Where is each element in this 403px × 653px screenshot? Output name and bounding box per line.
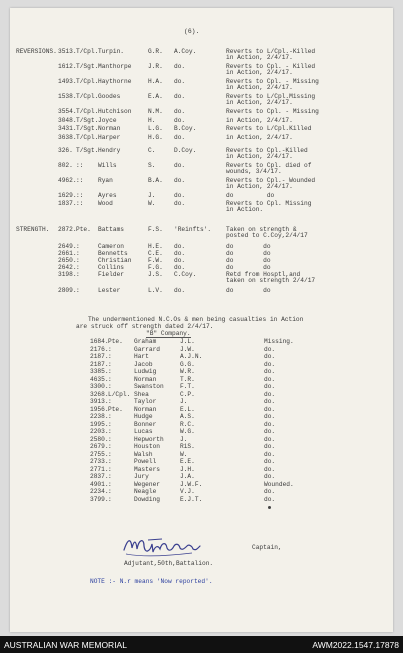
rank: : bbox=[108, 345, 112, 353]
casualty-intro-line-1: The undermentioned N.C.Os & men being casualties in Action bbox=[88, 316, 304, 323]
regimental-number: 326. bbox=[58, 147, 73, 154]
remark-line-1: in Action, 2/4/17. bbox=[226, 117, 293, 124]
surname: Goodes bbox=[98, 93, 121, 100]
company: do. bbox=[174, 287, 186, 294]
regimental-number: 2809. bbox=[58, 287, 77, 294]
rank: :: bbox=[76, 177, 84, 184]
remark-line-2: in Action, 2/4/17. bbox=[226, 54, 293, 61]
regimental-number: 3554. bbox=[58, 108, 77, 115]
rank: : bbox=[108, 368, 112, 375]
rank: : bbox=[76, 264, 80, 271]
company: C.Coy. bbox=[174, 271, 197, 278]
initials: J.A. bbox=[180, 473, 195, 480]
initials: W.G. bbox=[180, 428, 195, 435]
remark-line-1: Reverts to Cpl.- Wounded bbox=[226, 177, 316, 184]
regimental-number: 4962. bbox=[58, 177, 77, 184]
rank: :: bbox=[76, 162, 84, 169]
ink-blot bbox=[268, 506, 271, 509]
remark-line-1: in Action, 2/4/17. bbox=[226, 134, 293, 141]
company: do. bbox=[174, 63, 186, 70]
remark-line-1: Reverts to Cpl. - Missing bbox=[226, 78, 319, 85]
initials: J.W.F. bbox=[180, 480, 203, 488]
initials: E.J.T. bbox=[180, 495, 203, 503]
regimental-number: 3268. bbox=[90, 390, 109, 398]
regimental-number: 1684. bbox=[90, 338, 109, 345]
remark-line-1: do do bbox=[226, 287, 271, 294]
rank: : bbox=[108, 473, 112, 480]
initials: J.W. bbox=[180, 345, 195, 353]
casualty-intro-line-2: are struck off strength dated 2/4/17. bbox=[76, 323, 214, 330]
surname: Norman bbox=[134, 375, 157, 383]
regimental-number: 3431. bbox=[58, 125, 77, 132]
initials: F.T. bbox=[180, 383, 195, 390]
company: do. bbox=[174, 117, 186, 124]
company: D.Coy. bbox=[174, 147, 197, 154]
casualty-status: do. bbox=[264, 450, 276, 458]
rank: Pte. bbox=[108, 338, 123, 345]
casualty-status: Missing. bbox=[264, 338, 294, 345]
section-heading-reversions: REVERSIONS. bbox=[16, 48, 57, 55]
initials: C.P. bbox=[180, 390, 195, 398]
initials: J. bbox=[180, 398, 188, 405]
surname: Cameron bbox=[98, 243, 124, 250]
rank: : bbox=[76, 287, 80, 294]
rank: T/Cpl. bbox=[76, 78, 99, 85]
rank: : bbox=[108, 480, 112, 488]
surname: Wills bbox=[98, 162, 117, 169]
surname: Hepworth bbox=[134, 435, 164, 443]
rank: : bbox=[108, 443, 112, 450]
rank: : bbox=[108, 450, 112, 458]
regimental-number: 4901. bbox=[90, 480, 109, 488]
casualty-status: do. bbox=[264, 360, 276, 368]
company: do. bbox=[174, 177, 186, 184]
remark-line-2: taken on strength 2/4/17 bbox=[226, 277, 316, 284]
regimental-number: 3913. bbox=[90, 398, 109, 405]
surname: Battams bbox=[98, 226, 124, 233]
rank: : bbox=[108, 458, 112, 465]
rank: : bbox=[108, 383, 112, 390]
rank: : bbox=[108, 413, 112, 420]
rank: T/Sgt. bbox=[76, 117, 99, 124]
initials: L.V. bbox=[148, 287, 163, 294]
remark-line-2: in Action, 2/4/17. bbox=[226, 99, 293, 106]
surname: Ayres bbox=[98, 192, 117, 199]
initials: J.S. bbox=[148, 271, 163, 278]
initials: F.G. bbox=[148, 264, 163, 271]
surname: Collins bbox=[98, 264, 124, 271]
regimental-number: 2234. bbox=[90, 488, 109, 495]
remark-line-2: in Action, 2/4/17. bbox=[226, 153, 293, 160]
initials: B.A. bbox=[148, 177, 163, 184]
surname: Norman bbox=[134, 405, 157, 413]
company: do. bbox=[174, 162, 186, 169]
surname: Walsh bbox=[134, 450, 153, 458]
remark-line-1: do do bbox=[226, 250, 271, 257]
company: do. bbox=[174, 108, 186, 115]
surname: Joyce bbox=[98, 117, 117, 124]
casualty-status: do. bbox=[264, 368, 276, 375]
rank: T/Cpl. bbox=[76, 93, 99, 100]
casualty-status: do. bbox=[264, 383, 276, 390]
surname: Taylor bbox=[134, 398, 157, 405]
regimental-number: 1956. bbox=[90, 405, 109, 413]
surname: Houston bbox=[134, 443, 160, 450]
rank: T/Sgt. bbox=[76, 125, 99, 132]
surname: Masters bbox=[134, 465, 160, 473]
regimental-number: 2187. bbox=[90, 353, 109, 360]
remark-line-2: in Action, 2/4/17. bbox=[226, 69, 293, 76]
regimental-number: 2187. bbox=[90, 360, 109, 368]
regimental-number: 2650. bbox=[58, 257, 77, 264]
surname: Shea bbox=[134, 390, 149, 398]
remark-line-1: Reverts to Cpl.-Killed bbox=[226, 147, 308, 154]
remark-line-1: Reverts to L/Cpl.Killed bbox=[226, 125, 312, 132]
company: A.Coy. bbox=[174, 48, 197, 55]
initials: F.S. bbox=[148, 226, 163, 233]
initials: T.R. bbox=[180, 375, 195, 383]
surname: Neagle bbox=[134, 488, 157, 495]
surname: Bennetts bbox=[98, 250, 128, 257]
remark-line-1: Retd from Hosptl,and bbox=[226, 271, 301, 278]
remark-line-2: in Action, 2/4/17. bbox=[226, 84, 293, 91]
regimental-number: 2642. bbox=[58, 264, 77, 271]
initials: W.R. bbox=[180, 368, 195, 375]
regimental-number: 802. bbox=[58, 162, 73, 169]
initials: E.E. bbox=[180, 458, 195, 465]
rank: :: bbox=[76, 200, 84, 207]
surname: Christian bbox=[98, 257, 132, 264]
initials: W. bbox=[180, 450, 188, 458]
initials: G.G. bbox=[180, 360, 195, 368]
remark-line-1: do do bbox=[226, 257, 271, 264]
remark-line-1: Taken on strength & bbox=[226, 226, 297, 233]
casualty-status: do. bbox=[264, 495, 276, 503]
regimental-number: 2872. bbox=[58, 226, 77, 233]
surname: Manthorpe bbox=[98, 63, 132, 70]
regimental-number: 3638. bbox=[58, 134, 77, 141]
page-number: (6). bbox=[184, 28, 200, 35]
company: do. bbox=[174, 257, 186, 264]
initials: J. bbox=[148, 192, 156, 199]
regimental-number: 2176. bbox=[90, 345, 109, 353]
rank: T/Sgt. bbox=[76, 63, 99, 70]
surname: Ludwig bbox=[134, 368, 157, 375]
rank: : bbox=[76, 250, 80, 257]
rank: T/Cpl. bbox=[76, 134, 99, 141]
initials: J.L. bbox=[180, 338, 195, 345]
surname: Powell bbox=[134, 458, 157, 465]
regimental-number: 1629. bbox=[58, 192, 77, 199]
regimental-number: 4635. bbox=[90, 375, 109, 383]
initials: J.H. bbox=[180, 465, 195, 473]
casualty-status: do. bbox=[264, 375, 276, 383]
regimental-number: 2649. bbox=[58, 243, 77, 250]
regimental-number: 3048. bbox=[58, 117, 77, 124]
casualty-status: do. bbox=[264, 465, 276, 473]
rank: Pte. bbox=[108, 405, 123, 413]
company: do. bbox=[174, 250, 186, 257]
casualty-status: Wounded. bbox=[264, 480, 294, 488]
company: do. bbox=[174, 264, 186, 271]
rank: : bbox=[108, 488, 112, 495]
surname: Graham bbox=[134, 338, 157, 345]
casualty-status: do. bbox=[264, 345, 276, 353]
signature-title: Captain, bbox=[252, 544, 282, 551]
document-page bbox=[10, 8, 393, 632]
surname: Harper bbox=[98, 134, 121, 141]
initials: H. bbox=[148, 117, 156, 124]
regimental-number: 2238. bbox=[90, 413, 109, 420]
remark-line-2: in Action. bbox=[226, 206, 264, 213]
rank: : bbox=[108, 495, 112, 503]
remark-line-1: Reverts to Cpl. died of bbox=[226, 162, 312, 169]
rank: : bbox=[76, 257, 80, 264]
initials: W. bbox=[148, 200, 156, 207]
regimental-number: 3799. bbox=[90, 495, 109, 503]
remark-line-1: Reverts to Cpl. - Killed bbox=[226, 63, 316, 70]
initials: J. bbox=[180, 435, 188, 443]
casualty-status: do. bbox=[264, 420, 276, 428]
archive-reference: AWM2022.1547.17878 bbox=[312, 640, 399, 650]
casualty-status: do. bbox=[264, 473, 276, 480]
company-heading-label: "B" Company. bbox=[146, 330, 191, 337]
regimental-number: 3513. bbox=[58, 48, 77, 55]
company: do. bbox=[174, 134, 186, 141]
archive-footer bbox=[0, 636, 403, 653]
company: 'Reinfts'. bbox=[174, 226, 212, 233]
initials: R.C. bbox=[180, 420, 195, 428]
initials: H.A. bbox=[148, 78, 163, 85]
casualty-status: do. bbox=[264, 435, 276, 443]
regimental-number: 2203. bbox=[90, 428, 109, 435]
remark-line-2: posted to C.Coy,2/4/17 bbox=[226, 232, 308, 239]
remark-line-1: Reverts to Cpl. Missing bbox=[226, 200, 312, 207]
surname: Turpin. bbox=[98, 48, 124, 55]
regimental-number: 2733. bbox=[90, 458, 109, 465]
rank: : bbox=[108, 375, 112, 383]
remark-line-1: Reverts to L/Cpl.Missing bbox=[226, 93, 316, 100]
initials: A.J.N. bbox=[180, 353, 203, 360]
handwritten-signature bbox=[122, 534, 232, 560]
casualty-status: do. bbox=[264, 443, 276, 450]
surname: Garrard bbox=[134, 345, 160, 353]
casualty-status: do. bbox=[264, 390, 276, 398]
casualty-status: do. bbox=[264, 413, 276, 420]
initials: A.S. bbox=[180, 413, 195, 420]
initials: H.G. bbox=[148, 134, 163, 141]
casualty-status: do. bbox=[264, 405, 276, 413]
surname: Hart bbox=[134, 353, 149, 360]
regimental-number: 1538. bbox=[58, 93, 77, 100]
surname: Lucas bbox=[134, 428, 153, 435]
regimental-number: 2771. bbox=[90, 465, 109, 473]
regimental-number: 2661. bbox=[58, 250, 77, 257]
regimental-number: 1995. bbox=[90, 420, 109, 428]
rank: T/Sgt. bbox=[76, 147, 99, 154]
casualty-status: do. bbox=[264, 428, 276, 435]
initials: J.R. bbox=[148, 63, 163, 70]
rank: : bbox=[108, 360, 112, 368]
company: do. bbox=[174, 78, 186, 85]
casualty-status: do. bbox=[264, 458, 276, 465]
surname: Lester bbox=[98, 287, 121, 294]
signature-role: Adjutant,50th,Battalion. bbox=[124, 560, 214, 567]
surname: Hutchison bbox=[98, 108, 132, 115]
initials: S. bbox=[148, 162, 156, 169]
company: do. bbox=[174, 243, 186, 250]
remark-line-1: do do bbox=[226, 192, 275, 199]
rank: Pte. bbox=[76, 226, 91, 233]
surname: Wegener bbox=[134, 480, 160, 488]
surname: Jacob bbox=[134, 360, 153, 368]
rank: : bbox=[108, 428, 112, 435]
rank: : bbox=[108, 420, 112, 428]
rank: :: bbox=[76, 192, 84, 199]
surname: Bonner bbox=[134, 420, 157, 428]
surname: Ryan bbox=[98, 177, 113, 184]
regimental-number: 2837. bbox=[90, 473, 109, 480]
remark-line-2: wounds, 3/4/17. bbox=[226, 168, 282, 175]
initials: V.J. bbox=[180, 488, 195, 495]
surname: Swanston bbox=[134, 383, 164, 390]
remark-line-1: do do bbox=[226, 243, 271, 250]
surname: Dowding bbox=[134, 495, 160, 503]
remark-line-1: Reverts to Cpl. - Missing bbox=[226, 108, 319, 115]
rank: T/Cpl. bbox=[76, 48, 99, 55]
rank: : bbox=[76, 271, 80, 278]
remark-line-1: Reverts to L/Cpl.-Killed bbox=[226, 48, 316, 55]
company: do. bbox=[174, 200, 186, 207]
regimental-number: 3198. bbox=[58, 271, 77, 278]
initials: E.A. bbox=[148, 93, 163, 100]
regimental-number: 2755. bbox=[90, 450, 109, 458]
surname: Jury bbox=[134, 473, 149, 480]
surname: Haythorne bbox=[98, 78, 132, 85]
rank: L/Cpl. bbox=[108, 390, 131, 398]
archive-name: AUSTRALIAN WAR MEMORIAL bbox=[4, 640, 127, 650]
rank: : bbox=[108, 398, 112, 405]
rank: : bbox=[108, 465, 112, 473]
regimental-number: 2580. bbox=[90, 435, 109, 443]
initials: G.R. bbox=[148, 48, 163, 55]
note-text: NOTE :- N.r means 'Now reported'. bbox=[90, 578, 213, 585]
regimental-number: 3300. bbox=[90, 383, 109, 390]
regimental-number: 2679. bbox=[90, 443, 109, 450]
surname: Hendry bbox=[98, 147, 121, 154]
rank: : bbox=[108, 435, 112, 443]
initials: RiS. bbox=[180, 443, 195, 450]
rank: : bbox=[76, 243, 80, 250]
casualty-status: do. bbox=[264, 488, 276, 495]
surname: Wood bbox=[98, 200, 113, 207]
rank: : bbox=[108, 353, 112, 360]
rank: T/Cpl. bbox=[76, 108, 99, 115]
regimental-number: 1837. bbox=[58, 200, 77, 207]
initials: N.M. bbox=[148, 108, 163, 115]
regimental-number: 1612. bbox=[58, 63, 77, 70]
remark-line-1: do do bbox=[226, 264, 271, 271]
company: do. bbox=[174, 192, 186, 199]
regimental-number: 1493. bbox=[58, 78, 77, 85]
initials: E.L. bbox=[180, 405, 195, 413]
initials: L.G. bbox=[148, 125, 163, 132]
surname: Hudge bbox=[134, 413, 153, 420]
initials: F.W. bbox=[148, 257, 163, 264]
initials: C. bbox=[148, 147, 156, 154]
regimental-number: 3385. bbox=[90, 368, 109, 375]
company: do. bbox=[174, 93, 186, 100]
section-heading-strength: STRENGTH. bbox=[16, 226, 50, 233]
company: B.Coy. bbox=[174, 125, 197, 132]
casualty-status: do. bbox=[264, 353, 276, 360]
surname: Norman bbox=[98, 125, 121, 132]
remark-line-2: in Action, 2/4/17. bbox=[226, 183, 293, 190]
initials: H.E. bbox=[148, 243, 163, 250]
surname: Fielder bbox=[98, 271, 124, 278]
casualty-status: do. bbox=[264, 398, 276, 405]
initials: C.E. bbox=[148, 250, 163, 257]
